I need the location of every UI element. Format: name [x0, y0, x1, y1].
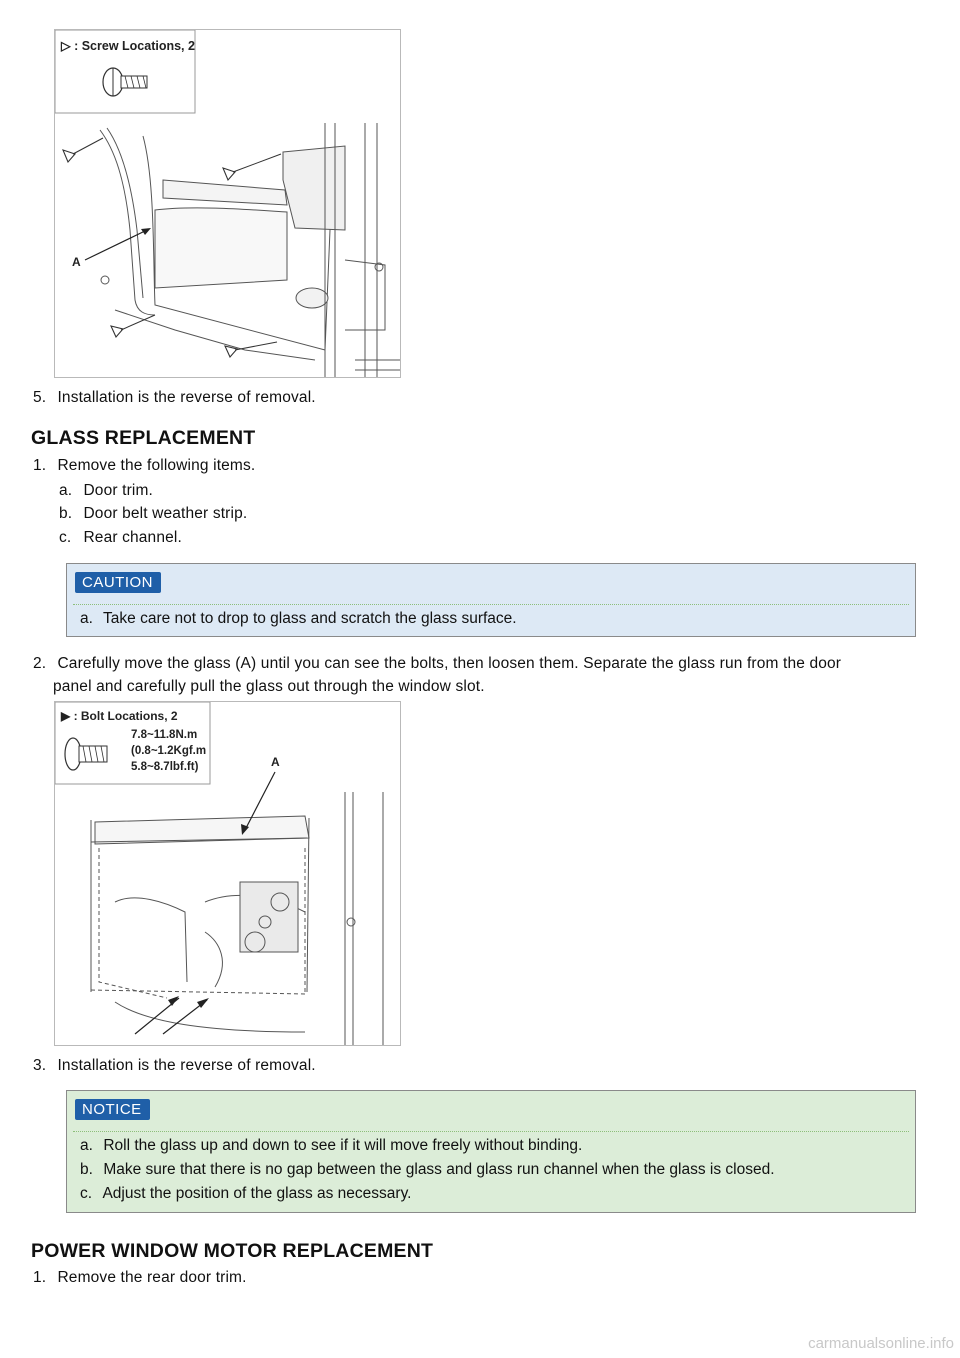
glass-step-1: 1. Remove the following items. — [33, 457, 256, 474]
notice-item-c: c. Adjust the position of the glass as necessary. — [80, 1185, 412, 1202]
torque-nm: 7.8~11.8N.m — [131, 729, 198, 741]
notice-item-a: a. Roll the glass up and down to see if it will move freely without binding. — [80, 1137, 583, 1154]
glass-step-2-cont: panel and carefully pull the glass out through the window slot. — [53, 678, 485, 695]
figure1-legend: ▷ : Screw Locations, 2 — [61, 39, 195, 53]
glass-step-1-sub-a: a. Door trim. — [59, 482, 154, 499]
caution-item-a: a. Take care not to drop to glass and scratch the glass surface. — [80, 610, 517, 627]
figure-door-trim-screws — [54, 29, 401, 378]
section-heading-glass-replacement: GLASS REPLACEMENT — [31, 427, 256, 449]
door-trim-diagram — [55, 30, 400, 377]
bolt-arrow-1 — [168, 996, 179, 1006]
notice-box — [66, 1090, 916, 1213]
glass-step-2: 2. Carefully move the glass (A) until you can see the bolts, then loosen them. Separate the glass run from the door — [33, 655, 842, 672]
notice-tag: NOTICE — [75, 1099, 150, 1120]
figure2-legend: ▶ : Bolt Locations, 2 — [61, 709, 178, 723]
glass-bolt-diagram — [55, 702, 400, 1045]
step-5-text: Installation is the reverse of removal. — [57, 389, 316, 406]
figure-glass-bolts — [54, 701, 401, 1046]
power-window-step-1: 1. Remove the rear door trim. — [33, 1269, 247, 1286]
figure2-label-a: A — [271, 755, 280, 769]
caution-tag: CAUTION — [75, 572, 161, 593]
glass-step-1-sub-b: b. Door belt weather strip. — [59, 505, 248, 522]
door-glass-outline — [91, 792, 383, 1045]
notice-divider — [73, 1131, 909, 1132]
section-heading-power-window: POWER WINDOW MOTOR REPLACEMENT — [31, 1240, 434, 1262]
watermark: carmanualsonline.info — [808, 1335, 954, 1352]
glass-step-3: 3. Installation is the reverse of removal. — [33, 1057, 316, 1074]
caution-box — [66, 563, 916, 637]
torque-lbfft: 5.8~8.7lbf.ft) — [131, 761, 199, 773]
torque-kgfm: (0.8~1.2Kgf.m — [131, 745, 207, 757]
notice-item-b: b. Make sure that there is no gap between the glass and glass run channel when the glass is closed. — [80, 1161, 775, 1178]
glass-step-1-sub-c: c. Rear channel. — [59, 529, 182, 546]
door-panel-outline — [100, 123, 400, 377]
step-5: 5. Installation is the reverse of removal. — [33, 389, 316, 406]
figure1-label-a: A — [72, 255, 81, 269]
caution-divider — [73, 604, 909, 605]
